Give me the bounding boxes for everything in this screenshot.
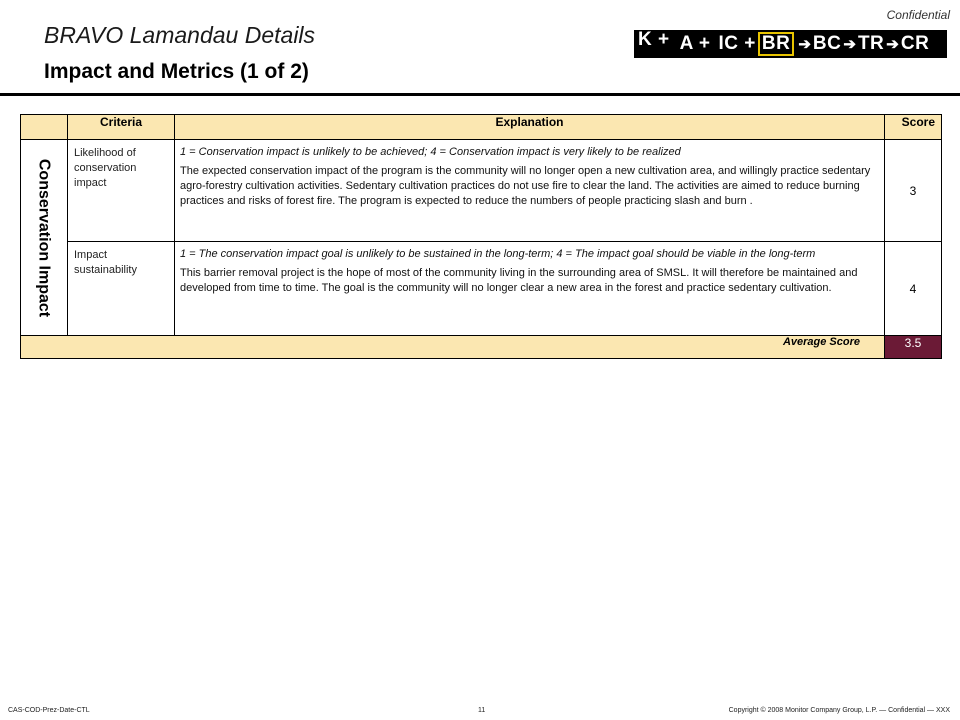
logo-segment-k: K + [638,29,670,50]
explanation-cell [175,140,885,242]
scale-text: 1 = The conservation impact goal is unlikely to be sustained in the long-term; 4 = The impact goal should be viable in the long-term [180,248,816,260]
group-label: Conservation Impact [35,158,53,317]
average-score-label: Average Score [21,336,885,359]
logo-segment-tr: TR [857,33,885,54]
scale-text: 1 = Conservation impact is unlikely to be achieved; 4 = Conservation impact is very likely to be realized [180,146,681,158]
footer-doc-id: CAS-COD-Prez-Date-CTL [8,707,90,714]
impact-metrics-table [20,114,942,359]
criteria-cell: Impact sustainability [68,242,175,336]
framework-logo [634,30,947,58]
table-header-row [21,115,942,140]
explanation-text: This barrier removal project is the hope of most of the community living in the surrounding area of SMSL. It will therefore be maintained and developed from time to time. The goal is the community will no longer clear a new area in the forest and practice sedentary cultivation. [180,267,858,294]
header-explanation: Explanation [175,115,885,140]
explanation-cell [175,242,885,336]
average-row [21,336,942,359]
confidential-label: Confidential [886,8,950,22]
header-criteria: Criteria [68,115,175,140]
table-row [21,242,942,336]
logo-segment-a: A + [679,33,711,54]
score-cell: 4 [885,242,942,336]
group-cell [21,140,68,336]
logo-segment-cr: CR [900,33,930,54]
logo-segment-br: BR [758,32,794,56]
page-subtitle: Impact and Metrics (1 of 2) [44,60,309,83]
explanation-text: The expected conservation impact of the program is the community will no longer open a new cultivation area, and willingly practice sedentary agro-forestry cultivation activities. Sedentary cultivation practices do not use fire to clear the land. The activities are aimed to reduce burning practices and risks of forest fire. The program is expected to reduce the numbers of people practicing slash and burn . [180,165,871,207]
footer-copyright: Copyright © 2008 Monitor Company Group, L.P. — Confidential — XXX [728,707,950,714]
logo-segment-bc: BC [812,33,842,54]
arrow-right-icon: ➔ [843,36,856,53]
arrow-right-icon: ➔ [798,36,811,53]
title-divider [0,93,960,96]
arrow-right-icon: ➔ [886,36,899,53]
header-score: Score [885,115,942,140]
logo-segment-ic: IC + [718,33,756,54]
header-blank-cell [21,115,68,140]
average-score-value: 3.5 [885,336,942,359]
footer-page-number: 11 [478,707,486,714]
score-cell: 3 [885,140,942,242]
table-row [21,140,942,242]
criteria-cell: Likelihood of conservation impact [68,140,175,242]
page-title: BRAVO Lamandau Details [44,22,316,48]
